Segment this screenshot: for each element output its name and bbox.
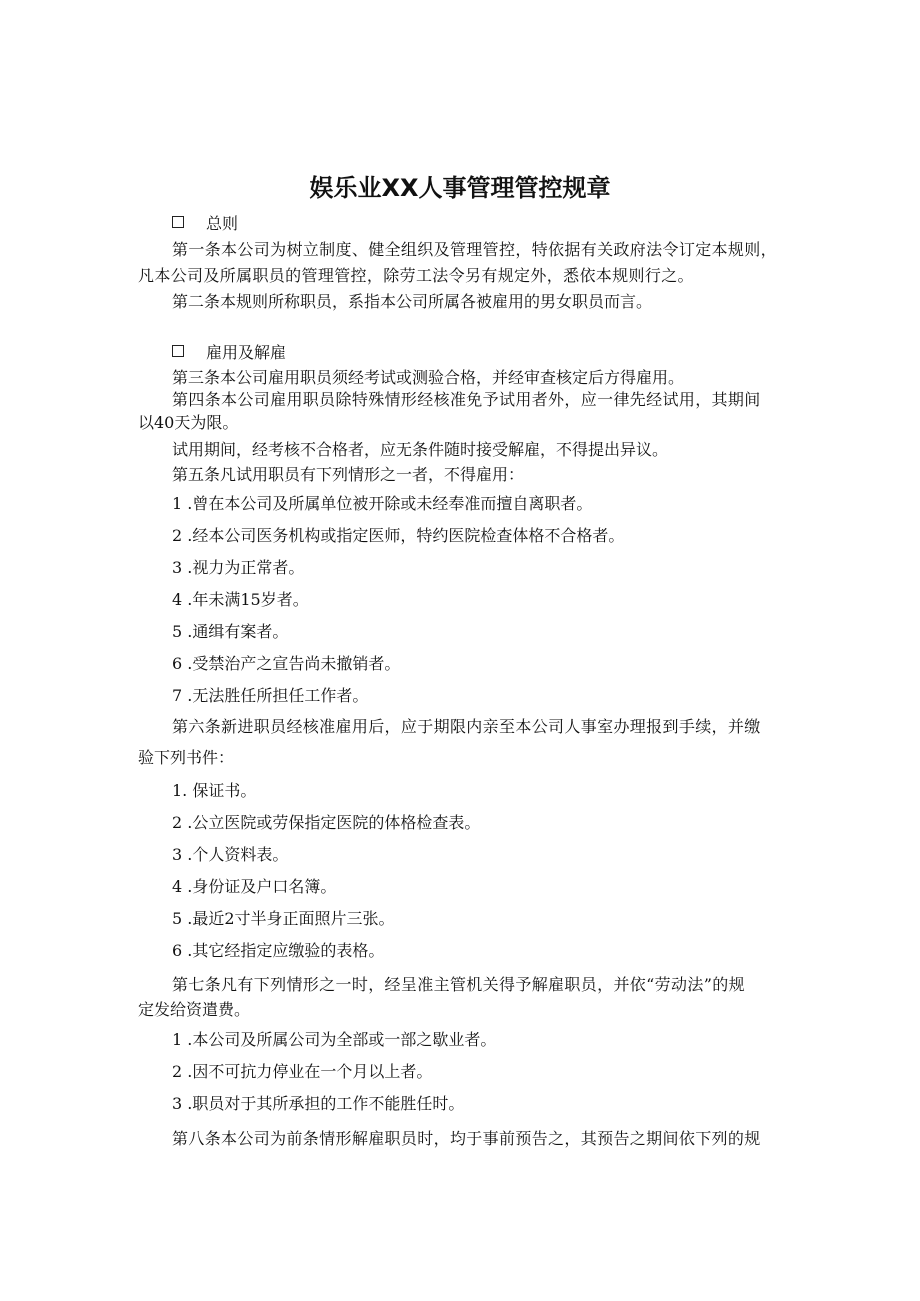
article-1-line-2: 凡本公司及所属职员的管理管控，除劳工法令另有规定外，悉依本规则行之。 xyxy=(138,266,694,285)
list-item: 5 .通缉有案者。 xyxy=(172,622,289,641)
list-item: 2 .经本公司医务机构或指定医师，特约医院检查体格不合格者。 xyxy=(172,526,625,545)
article-1-line-1: 第一条本公司为树立制度、健全组织及管理管控，特依据有关政府法令订定本规则， xyxy=(172,240,777,259)
article-3: 第三条本公司雇用职员须经考试或测验合格，并经审查核定后方得雇用。 xyxy=(172,368,685,387)
list-item: 6 .其它经指定应缴验的表格。 xyxy=(172,941,385,960)
list-item: 4 .身份证及户口名簿。 xyxy=(172,877,337,896)
checkbox-icon xyxy=(172,216,184,228)
article-2: 第二条本规则所称职员，系指本公司所属各被雇用的男女职员而言。 xyxy=(172,292,653,311)
list-item: 3 .视力为正常者。 xyxy=(172,558,305,577)
list-item: 4 .年未满15岁者。 xyxy=(172,590,309,609)
list-item: 2 .因不可抗力停业在一个月以上者。 xyxy=(172,1062,433,1081)
checkbox-icon xyxy=(172,345,184,357)
article-7-line-2: 定发给资遣费。 xyxy=(138,1000,251,1019)
section-heading-employment xyxy=(172,343,286,363)
article-4-line-3: 试用期间，经考核不合格者，应无条件随时接受解雇，不得提出异议。 xyxy=(172,440,669,459)
article-6-line-2: 验下列书件： xyxy=(138,748,235,767)
list-item: 1. 保证书。 xyxy=(172,781,257,800)
article-6-line-1: 第六条新进职员经核准雇用后，应于期限内亲至本公司人事室办理报到手续，并缴 xyxy=(172,717,761,736)
document-title: 娱乐业XX人事管理管控规章 xyxy=(309,174,611,202)
article-5: 第五条凡试用职员有下列情形之一者，不得雇用： xyxy=(172,465,525,484)
list-item: 7 .无法胜任所担任工作者。 xyxy=(172,686,369,705)
list-item: 5 .最近2寸半身正面照片三张。 xyxy=(172,909,395,928)
list-item: 1 .本公司及所属公司为全部或一部之歇业者。 xyxy=(172,1030,497,1049)
list-item: 6 .受禁治产之宣告尚未撤销者。 xyxy=(172,654,401,673)
article-7-line-1: 第七条凡有下列情形之一时，经呈准主管机关得予解雇职员，并依“劳动法”的规 xyxy=(172,975,745,994)
article-8-line-1: 第八条本公司为前条情形解雇职员时，均于事前预告之，其预告之期间依下列的规 xyxy=(172,1129,761,1148)
list-item: 3 .个人资料表。 xyxy=(172,845,289,864)
section-label: 雇用及解雇 xyxy=(206,343,287,362)
article-4-line-2: 以40天为限。 xyxy=(138,413,239,432)
article-4-line-1: 第四条本公司雇用职员除特殊情形经核准免予试用者外，应一律先经试用，其期间 xyxy=(172,390,761,409)
section-label: 总则 xyxy=(206,214,239,233)
list-item: 2 .公立医院或劳保指定医院的体格检查表。 xyxy=(172,813,481,832)
list-item: 3 .职员对于其所承担的工作不能胜任时。 xyxy=(172,1094,465,1113)
list-item: 1 .曾在本公司及所属单位被开除或未经奉准而擅自离职者。 xyxy=(172,494,593,513)
section-heading-general xyxy=(172,214,238,234)
